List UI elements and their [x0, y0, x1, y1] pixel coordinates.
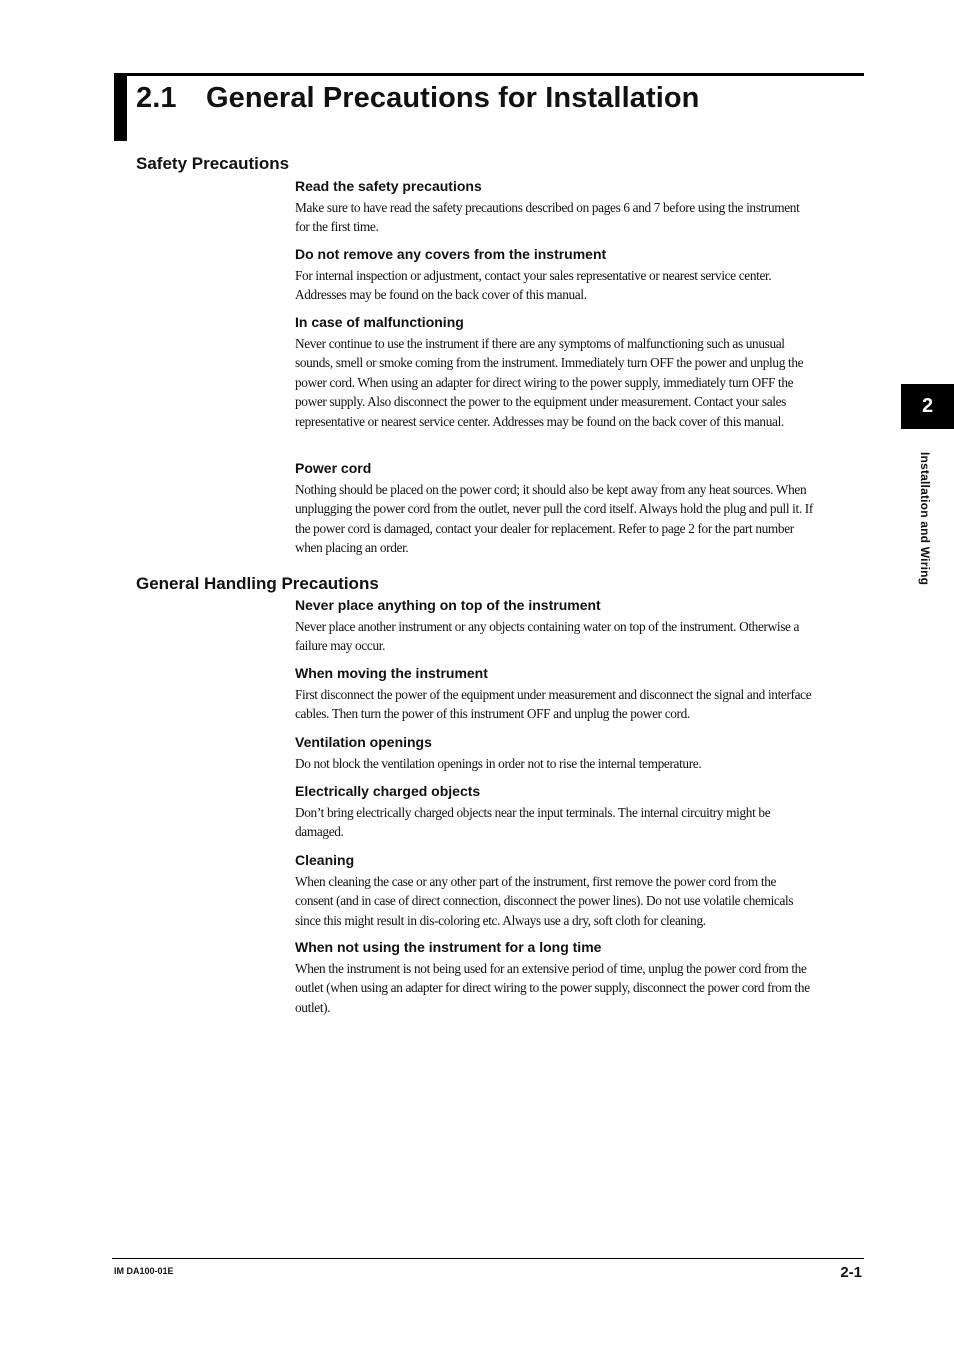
precaution-item: [295, 597, 815, 656]
precaution-text: First disconnect the power of the equipment under measurement and disconnect the signal and interface cables. Then turn the power of this instrument OFF and unplug the power cord.: [295, 687, 812, 722]
precaution-text: Nothing should be placed on the power cord; it should also be kept away from any heat sources. When unplugging the power cord from the outlet, never pull the cord itself. Always hold the plug and pull it. If the power cord is damaged, contact your dealer for replacement. Refer to page 2 for the part number when placing an order.: [295, 482, 813, 556]
section-number: 2.1: [136, 82, 177, 114]
precaution-item: [295, 939, 815, 1017]
precaution-text: When cleaning the case or any other part of the instrument, first remove the power cord from the consent (and in case of direct connection, disconnect the power lines). Do not use volatile chemicals since this might result in dis-coloring etc. Always use a dry, soft cloth for cleaning.: [295, 874, 794, 928]
precaution-text: For internal inspection or adjustment, contact your sales representative or nearest service center. Addresses may be found on the back cover of this manual.: [295, 268, 772, 303]
precaution-item: [295, 178, 815, 237]
document-id: IM DA100-01E: [114, 1266, 174, 1276]
chapter-tab: 2: [901, 384, 954, 429]
title-accent-bar: [114, 73, 127, 141]
section-title: General Precautions for Installation: [206, 82, 700, 114]
precaution-item: [295, 783, 815, 842]
precaution-text: Don’t bring electrically charged objects near the input terminals. The internal circuitry might be damaged.: [295, 805, 771, 840]
precaution-title: Do not remove any covers from the instrument: [295, 246, 607, 262]
precaution-text: Make sure to have read the safety precautions described on pages 6 and 7 before using the instrument for the first time.: [295, 200, 800, 235]
page-title: [136, 82, 700, 115]
precaution-text: Do not block the ventilation openings in order not to rise the internal temperature.: [295, 756, 702, 771]
page-number: 2-1: [840, 1264, 862, 1281]
precaution-title: Ventilation openings: [295, 734, 432, 750]
footer-rule: [112, 1258, 864, 1259]
precaution-item: [295, 852, 815, 930]
precaution-title: Never place anything on top of the instrument: [295, 597, 601, 613]
precaution-item: [295, 314, 815, 431]
precaution-item: [295, 734, 815, 773]
precaution-item: [295, 460, 815, 558]
precaution-title: In case of malfunctioning: [295, 314, 464, 330]
precaution-title: Electrically charged objects: [295, 783, 481, 799]
precaution-title: Power cord: [295, 460, 372, 476]
precaution-item: [295, 246, 815, 305]
precaution-title: Read the safety precautions: [295, 178, 482, 194]
precaution-text: Never place another instrument or any objects containing water on top of the instrument. Otherwise a failure may occur.: [295, 619, 800, 654]
section-heading-handling: General Handling Precautions: [136, 574, 379, 593]
section-heading-safety: Safety Precautions: [136, 154, 290, 173]
chapter-title-vertical: Installation and Wiring: [918, 452, 932, 586]
precaution-item: [295, 665, 815, 724]
title-rule: [127, 73, 864, 76]
precaution-title: When not using the instrument for a long time: [295, 939, 602, 955]
precaution-text: Never continue to use the instrument if there are any symptoms of malfunctioning such as unusual sounds, smell or smoke coming from the instrument. Immediately turn OFF the power and unplug the power cord. When using an adapter for direct wiring to the power supply, immediately turn OFF the power supply. Also disconnect the power to the equipment under measurement. Contact your sales representative or nearest service center. Addresses may be found on the back cover of this manual.: [295, 336, 804, 429]
precaution-text: When the instrument is not being used for an extensive period of time, unplug the power cord from the outlet (when using an adapter for direct wiring to the power supply, disconnect the power cord from the outlet).: [295, 961, 810, 1015]
precaution-title: When moving the instrument: [295, 665, 488, 681]
precaution-title: Cleaning: [295, 852, 355, 868]
